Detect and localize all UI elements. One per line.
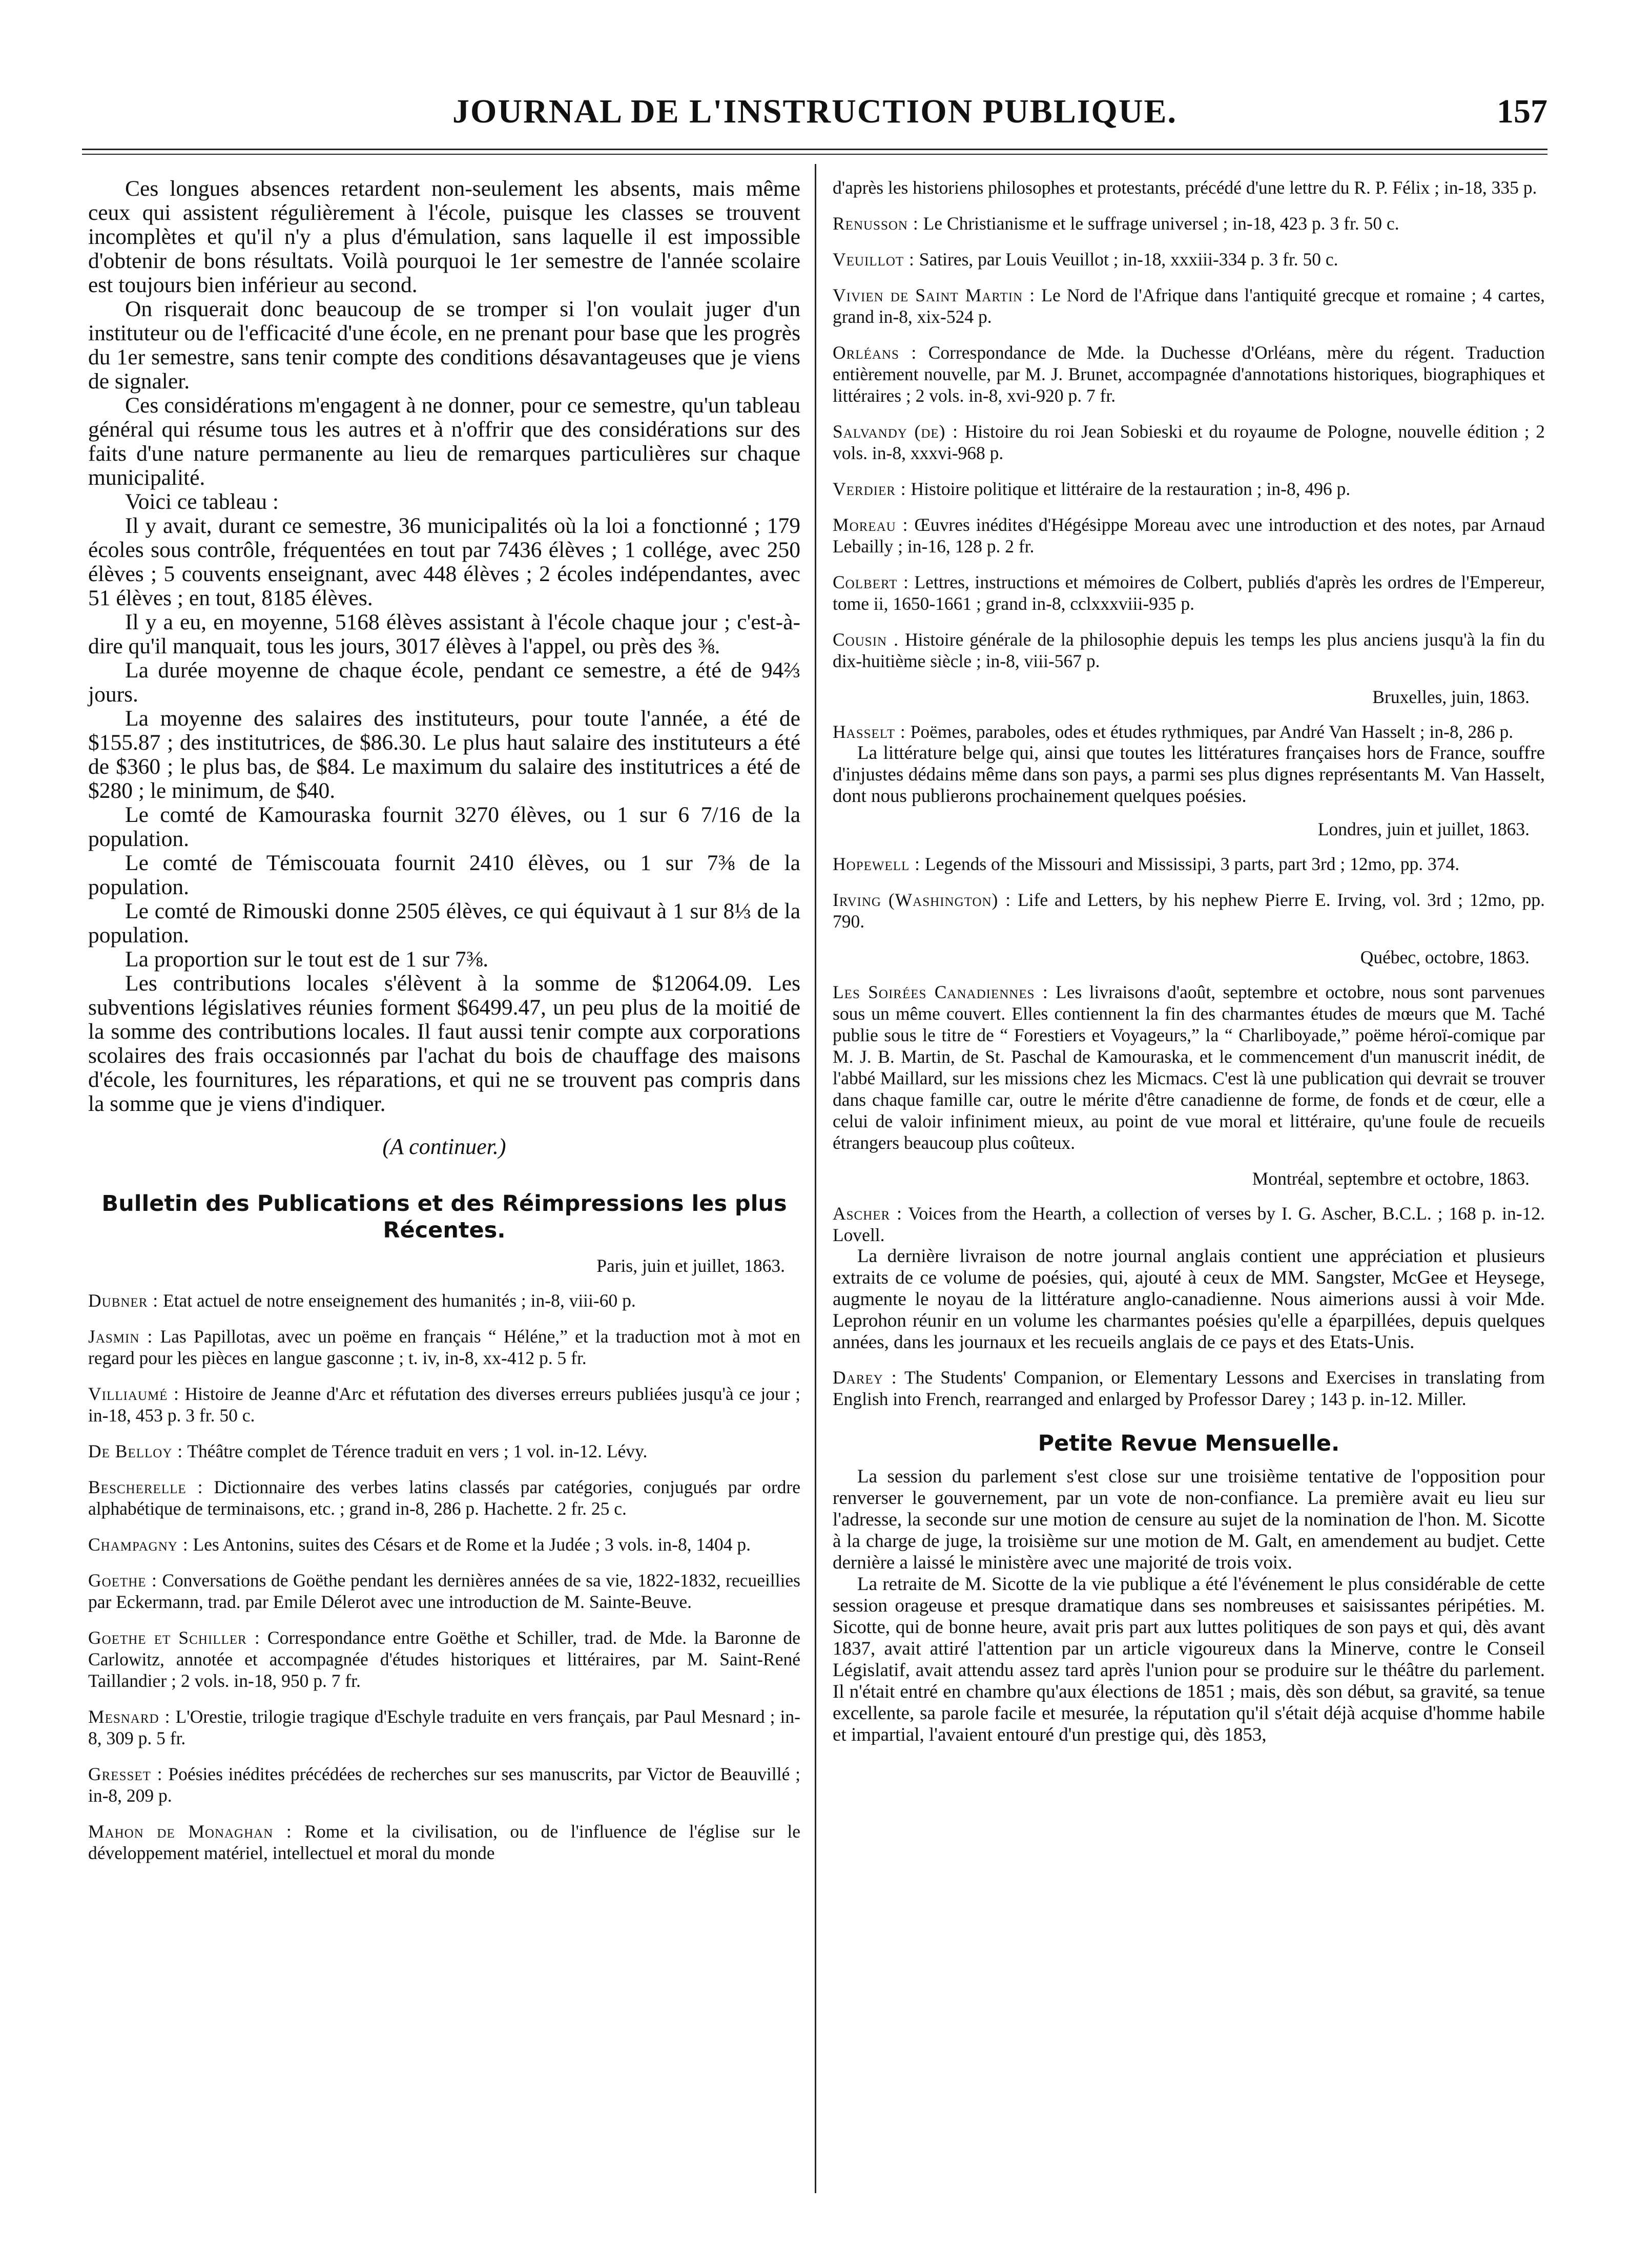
revue-paragraph: La session du parlement s'est close sur une troisième tentative de l'opposition pour renverser le gouvernement, par un vote de non-confiance. La première avait eu lieu sur l'adresse, la seconde sur une motion de censure au sujet de la nomination de l'hon. M. Sicotte à la charge de juge, la troisième sur une motion de M. Galt, en amendement au budjet. Cette dernière a laissé le ministère avec une majorité de trois voix. bbox=[833, 1466, 1545, 1573]
body-paragraph: La proportion sur le tout est de 1 sur 7⅜. bbox=[125, 947, 489, 972]
entry-author: Gresset : bbox=[88, 1764, 163, 1784]
dateline-londres: Londres, juin et juillet, 1863. bbox=[1317, 819, 1530, 839]
publication-entry bbox=[833, 1203, 1545, 1246]
publication-entry bbox=[833, 721, 1545, 743]
body-paragraph: Les contributions locales s'élèvent à la somme de $12064.09. Les subventions législatives réunies forment $6499.47, un peu plus de la moitié de la somme des contributions locales. Il faut aussi tenir compte aux corporations scolaires des frais occasionnés par l'achat du bois de chauffage des maisons d'école, les fournitures, les réparations, et qui ne se trouvent pas compris dans la somme que je viens d'indiquer. bbox=[88, 971, 800, 1116]
entry-text: Life and Letters, by his nephew Pierre E. Irving, vol. 3rd ; 12mo, pp. 790. bbox=[833, 890, 1545, 932]
entry-author: Ascher : bbox=[833, 1203, 903, 1224]
journal-title: JOURNAL DE L'INSTRUCTION PUBLIQUE. bbox=[452, 93, 1177, 130]
publication-entry bbox=[88, 1763, 800, 1806]
column-divider bbox=[815, 164, 816, 2193]
entry-author: Mahon de Monaghan : bbox=[88, 1821, 292, 1842]
entry-text: Le Nord de l'Afrique dans l'antiquité grecque et romaine ; 4 cartes, grand in-8, xix-524 p. bbox=[833, 285, 1545, 327]
entry-author: Dubner : bbox=[88, 1290, 159, 1311]
publication-entry bbox=[833, 889, 1545, 932]
entry-author: Veuillot : bbox=[833, 249, 915, 270]
publication-entry bbox=[833, 249, 1545, 270]
publication-entry bbox=[833, 571, 1545, 614]
entry-text: Œuvres inédites d'Hégésippe Moreau avec une introduction et des notes, par Arnaud Lebailly ; in-16, 128 p. 2 fr. bbox=[833, 514, 1545, 556]
entry-text: Rome et la civilisation, ou de l'influence de l'église sur le développement matériel, intellectuel et moral du monde bbox=[88, 1821, 800, 1863]
revue-paragraph: La retraite de M. Sicotte de la vie publique a été l'événement le plus considérable de cette session orageuse et presque dramatique dans ses nombreuses et saisissantes péripéties. M. Sicotte, qui de bonne heure, avait pris part aux luttes politiques de son pays et qui, dès avant 1837, avait attiré l'attention par un article vigoureux dans la Minerve, contre le Conseil Législatif, avait attendu assez tard après l'union pour se produire sur le théâtre du parlement. Il n'était entré en chambre qu'aux élections de 1851 ; mais, dès son début, sa gravité, sa tenue excellente, sa parole facile et mesurée, la réputation qu'il s'était déjà acquise d'homme habile et impartial, l'avaient entouré d'un prestige qui, dès 1853, bbox=[833, 1574, 1545, 1745]
revue-heading: Petite Revue Mensuelle. bbox=[1038, 1431, 1340, 1456]
entry-author: Bescherelle : bbox=[88, 1477, 203, 1497]
entry-text: Satires, par Louis Veuillot ; in-18, xxxiii-334 p. 3 fr. 50 c. bbox=[914, 249, 1338, 270]
entry-text: Conversations de Goëthe pendant les dernières années de sa vie, 1822-1832, recueillies par Eckermann, trad. par Emile Délerot avec une introduction de M. Sainte-Beuve. bbox=[88, 1570, 800, 1612]
left-column bbox=[88, 177, 800, 1878]
entry-text: Poëmes, paraboles, odes et études rythmiques, par André Van Hasselt ; in-8, 286 p. bbox=[905, 721, 1514, 742]
entry-author: Jasmin : bbox=[88, 1326, 153, 1347]
dateline-montreal: Montréal, septembre et octobre, 1863. bbox=[1252, 1168, 1530, 1189]
publication-entry bbox=[833, 213, 1545, 234]
entry-author: Les Soirées Canadiennes : bbox=[833, 982, 1048, 1002]
entry-text: Les livraisons d'août, septembre et octobre, nous sont parvenues sous un même couvert. Elles contiennent la fin des charmantes études de mœurs que M. Taché publie sous le titre de “ Forestiers et Voyageurs,” la “ Charliboyade,” poëme héroï-comique par M. J. B. Martin, de St. Paschal de Kamouraska, et le commencement d'un manuscrit inédit, de l'abbé Maillard, sur les missions chez les Micmacs. C'est là une publication qui devrait se trouver dans chaque famille car, outre le mérite d'être canadienne de forme, de fonds et de cœur, elle a celui de valoir infiniment mieux, au point de vue moral et littéraire, qu'une foule de recueils étrangers beaucoup plus coûteux. bbox=[833, 982, 1545, 1153]
entry-author: De Belloy : bbox=[88, 1441, 183, 1461]
entry-author: Hasselt : bbox=[833, 721, 906, 742]
entry-text: Legends of the Missouri and Mississipi, 3 parts, part 3rd ; 12mo, pp. 374. bbox=[920, 854, 1460, 874]
entry-text: L'Orestie, trilogie tragique d'Eschyle traduite en vers français, par Paul Mesnard ; in-8, 309 p. 5 fr. bbox=[88, 1706, 800, 1748]
entry-author: Hopewell : bbox=[833, 854, 921, 874]
body-paragraph: Le comté de Rimouski donne 2505 élèves, ce qui équivaut à 1 sur 8⅓ de la population. bbox=[88, 899, 800, 947]
entry-author: Villiaumé : bbox=[88, 1384, 179, 1404]
entry-continuation: d'après les historiens philosophes et protestants, précédé d'une lettre du R. P. Félix ; in-18, 335 p. bbox=[833, 177, 1537, 198]
review-paragraph: La littérature belge qui, ainsi que toutes les littératures françaises hors de France, souffre d'injustes dédains même dans son pays, a parmi ses plus dignes représentants M. Van Hasselt, dont nous publierons prochainement quelques poésies. bbox=[833, 743, 1545, 807]
body-paragraph: Ces longues absences retardent non-seulement les absents, mais même ceux qui assistent régulièrement à l'école, puisque les classes se trouvent incomplètes et qu'il n'y a plus d'émulation, sans laquelle il est impossible d'obtenir de bons résultats. Voilà pourquoi le 1er semestre de l'année scolaire est toujours bien inférieur au second. bbox=[88, 176, 800, 297]
entry-text: Histoire du roi Jean Sobieski et du royaume de Pologne, nouvelle édition ; 2 vols. in-8, xxxvi-968 p. bbox=[833, 421, 1545, 463]
entry-text: Poésies inédites précédées de recherches sur ses manuscrits, par Victor de Beauvillé ; in-8, 209 p. bbox=[88, 1764, 801, 1806]
entry-text: Les Antonins, suites des Césars et de Rome et la Judée ; 3 vols. in-8, 1404 p. bbox=[188, 1534, 751, 1555]
body-paragraph: Ces considérations m'engagent à ne donner, pour ce semestre, qu'un tableau général qui résume tous les autres et à n'offrir que des considérations sur des faits d'une nature permanente au lieu de remarques particulières sur chaque municipalité. bbox=[88, 393, 800, 490]
publication-entry bbox=[833, 629, 1545, 672]
bulletin-heading: Bulletin des Publications et des Réimpressions les plus Récentes. bbox=[101, 1191, 787, 1243]
entry-text: Histoire politique et littéraire de la restauration ; in-8, 496 p. bbox=[906, 479, 1351, 499]
entry-author: Colbert : bbox=[833, 572, 909, 592]
entry-author: Vivien de Saint Martin : bbox=[833, 285, 1036, 305]
publication-entry bbox=[88, 1534, 800, 1555]
publication-entry bbox=[88, 1326, 800, 1369]
entry-text: Etat actuel de notre enseignement des humanités ; in-8, viii-60 p. bbox=[158, 1290, 636, 1311]
body-paragraph: La durée moyenne de chaque école, pendant ce semestre, a été de 94⅔ jours. bbox=[88, 658, 800, 707]
entry-author: Salvandy (de) : bbox=[833, 421, 959, 442]
publication-entry bbox=[88, 1476, 800, 1519]
entry-text: Lettres, instructions et mémoires de Colbert, publiés d'après les ordres de l'Empereur, tome ii, 1650-1661 ; grand in-8, cclxxxviii-935 p. bbox=[833, 572, 1545, 614]
entry-text: Histoire générale de la philosophie depuis les temps les plus anciens jusqu'à la fin du dix-huitième siècle ; in-8, viii-567 p. bbox=[833, 629, 1545, 671]
publication-entry bbox=[88, 1706, 800, 1749]
dateline-paris: Paris, juin et juillet, 1863. bbox=[596, 1255, 785, 1276]
body-paragraph: Le comté de Témiscouata fournit 2410 élèves, ou 1 sur 7⅜ de la population. bbox=[88, 851, 800, 899]
header-rule-thin bbox=[82, 154, 1547, 155]
publication-entry bbox=[88, 1821, 800, 1864]
entry-author: Champagny : bbox=[88, 1534, 189, 1555]
to-be-continued: (A continuer.) bbox=[382, 1134, 506, 1159]
entry-author: Goethe et Schiller : bbox=[88, 1627, 260, 1648]
publication-entry bbox=[88, 1627, 800, 1692]
publication-entry bbox=[833, 981, 1545, 1153]
publication-entry bbox=[833, 342, 1545, 406]
publication-entry bbox=[88, 1440, 800, 1462]
entry-text: Histoire de Jeanne d'Arc et réfutation des diverses erreurs publiées jusqu'à ce jour ; in-18, 453 p. 3 fr. 50 c. bbox=[88, 1384, 800, 1426]
header-rule bbox=[82, 149, 1547, 150]
entry-text: Correspondance de Mde. la Duchesse d'Orléans, mère du régent. Traduction entièrement nouvelle, par M. J. Brunet, accompagnée d'annotations historiques, biographiques et littéraires ; 2 vols. in-8, xvi-920 p. 7 fr. bbox=[833, 342, 1545, 406]
publication-entry bbox=[88, 1290, 800, 1311]
body-paragraph: Il y avait, durant ce semestre, 36 municipalités où la loi a fonctionné ; 179 écoles sous contrôle, fréquentées en tout par 7436 élèves ; 1 collége, avec 250 élèves ; 5 couvents enseignant, avec 448 élèves ; 2 écoles indépendantes, avec 51 élèves ; en tout, 8185 élèves. bbox=[88, 513, 800, 610]
entry-text: Las Papillotas, avec un poëme en français “ Héléne,” et la traduction mot à mot en regard pour les pièces en langue gasconne ; t. iv, in-8, xx-412 p. 5 fr. bbox=[88, 1326, 801, 1368]
publication-entry bbox=[833, 284, 1545, 327]
entry-text: Le Christianisme et le suffrage universel ; in-18, 423 p. 3 fr. 50 c. bbox=[918, 213, 1399, 234]
entry-author: Cousin . bbox=[833, 629, 899, 650]
page-number: 157 bbox=[1497, 93, 1547, 130]
entry-author: Verdier : bbox=[833, 479, 906, 499]
publication-entry bbox=[833, 1367, 1545, 1410]
entry-author: Goethe : bbox=[88, 1570, 157, 1591]
entry-text: Théâtre complet de Térence traduit en vers ; 1 vol. in-12. Lévy. bbox=[183, 1441, 648, 1461]
body-paragraph: La moyenne des salaires des instituteurs, pour toute l'année, a été de $155.87 ; des institutrices, de $86.30. Le plus haut salaire des instituteurs a été de $360 ; le plus bas, de $84. Le maximum du salaire des institutrices a été de $280 ; le minimum, de $40. bbox=[88, 706, 800, 803]
entry-text: Voices from the Hearth, a collection of verses by I. G. Ascher, B.C.L. ; 168 p. in-12. Lovell. bbox=[833, 1203, 1545, 1245]
publication-entry bbox=[88, 1383, 800, 1426]
entry-author: Darey : bbox=[833, 1367, 897, 1388]
publication-entry bbox=[88, 1570, 800, 1613]
dateline-quebec: Québec, octobre, 1863. bbox=[1360, 947, 1530, 967]
entry-text: The Students' Companion, or Elementary Lessons and Exercises in translating from English into French, rearranged and enlarged by Professor Darey ; 143 p. in-12. Miller. bbox=[833, 1367, 1545, 1409]
entry-author: Orléans : bbox=[833, 342, 917, 363]
entry-text: Correspondance entre Goëthe et Schiller, trad. de Mde. la Baronne de Carlowitz, annotée et accompagnée d'études historiques et littéraires, par M. Saint-René Taillandier ; 2 vols. in-18, 950 p. 7 fr. bbox=[88, 1627, 801, 1691]
body-paragraph: Voici ce tableau : bbox=[125, 489, 279, 514]
entry-author: Irving (Washington) : bbox=[833, 890, 1011, 910]
publication-entry bbox=[833, 514, 1545, 557]
body-paragraph: Le comté de Kamouraska fournit 3270 élèves, ou 1 sur 6 7/16 de la population. bbox=[88, 802, 800, 851]
review-paragraph: La dernière livraison de notre journal anglais contient une appréciation et plusieurs extraits de ce volume de poésies, qui, ajouté à ceux de MM. Sangster, McGee et Heysege, augmente le noyau de la littérature anglo-canadienne. Nous aimerions aussi à voir Mde. Leprohon réunir en un volume les charmantes poésies qu'elle a éparpillées, depuis quelques années, dans les journaux et les recueils anglais de ce pays et des Etats-Unis. bbox=[833, 1246, 1545, 1353]
right-column bbox=[833, 177, 1545, 1746]
entry-author: Renusson : bbox=[833, 213, 919, 234]
body-paragraph: On risquerait donc beaucoup de se tromper si l'on voulait juger d'un instituteur ou de l'efficacité d'une école, en ne prenant pour base que les progrès du 1er semestre, sans tenir compte des conditions désavantageuses que je viens de signaler. bbox=[88, 297, 800, 394]
publication-entry bbox=[833, 478, 1545, 500]
dateline-bruxelles: Bruxelles, juin, 1863. bbox=[1372, 687, 1530, 707]
entry-author: Mesnard : bbox=[88, 1706, 171, 1727]
page-header bbox=[82, 82, 1547, 138]
entry-text: Dictionnaire des verbes latins classés par catégories, conjugués par ordre alphabétique de terminaisons, etc. ; grand in-8, 286 p. Hachette. 2 fr. 25 c. bbox=[88, 1477, 800, 1519]
publication-entry bbox=[833, 421, 1545, 464]
body-paragraph: Il y a eu, en moyenne, 5168 élèves assistant à l'école chaque jour ; c'est-à-dire qu'il manquait, tous les jours, 3017 élèves à l'appel, ou près des ⅜. bbox=[88, 610, 800, 658]
entry-author: Moreau : bbox=[833, 514, 908, 535]
publication-entry bbox=[833, 853, 1545, 875]
